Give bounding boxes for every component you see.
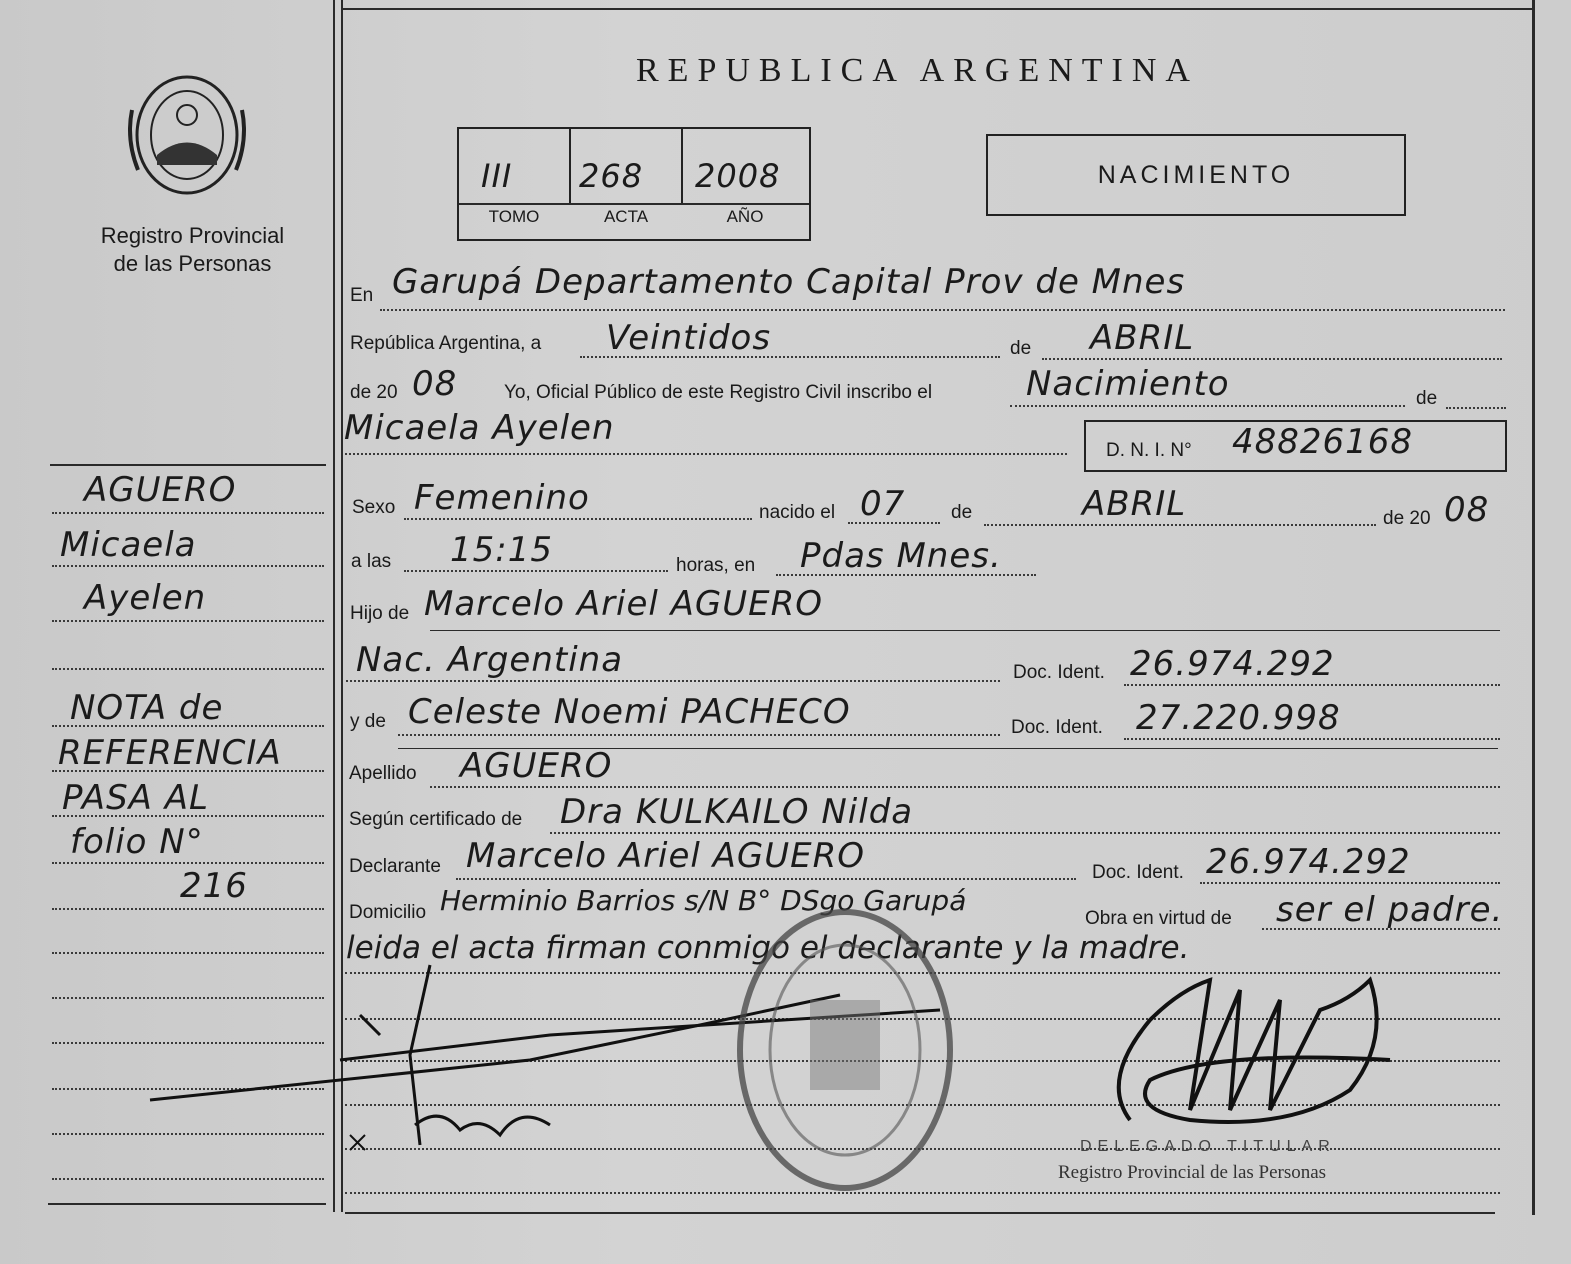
page-right-border <box>1532 0 1535 1215</box>
margin-note-5: 216 <box>180 866 248 906</box>
closing-text: leida el acta firman conmigo el declarante y la madre. <box>346 930 1190 966</box>
birth-year-prefix: de 20 <box>1383 508 1431 529</box>
margin-note-2: REFERENCIA <box>58 733 282 773</box>
apellido-label: Apellido <box>349 763 417 784</box>
margin-name-1: Micaela <box>60 525 197 565</box>
republica-label: República Argentina, a <box>350 333 542 354</box>
de-label: de <box>1010 338 1032 359</box>
registry-line-2: de las Personas <box>113 251 272 276</box>
obra-value: ser el padre. <box>1276 890 1504 930</box>
dni-box <box>1084 420 1507 472</box>
acta-label: ACTA <box>603 207 649 226</box>
nacido-label: nacido el <box>759 502 836 523</box>
place-value: Pdas Mnes. <box>800 536 1002 576</box>
official-signature-icon <box>1090 960 1420 1140</box>
oficial-text: Yo, Oficial Público de este Registro Civil inscribo el <box>504 382 933 403</box>
top-border <box>342 8 1532 10</box>
margin-note-1: NOTA de <box>70 688 224 728</box>
alas-label: a las <box>351 551 392 572</box>
record-box <box>457 127 811 241</box>
event-value: Nacimiento <box>1026 364 1230 404</box>
father-name: Marcelo Ariel AGUERO <box>424 584 824 624</box>
act-type-box: NACIMIENTO <box>986 134 1406 216</box>
official-stamp-registry: Registro Provincial de las Personas <box>1058 1162 1327 1183</box>
hora-value: 15:15 <box>450 530 553 570</box>
en-label: En <box>350 285 374 306</box>
mother-doc-label: Doc. Ident. <box>1011 717 1103 738</box>
segun-label: Según certificado de <box>349 809 523 830</box>
declarante-doc-label: Doc. Ident. <box>1092 862 1184 883</box>
declarante-label: Declarante <box>349 856 441 877</box>
anio-label: AÑO <box>726 207 764 226</box>
en-value: Garupá Departamento Capital Prov de Mnes <box>392 262 1186 302</box>
father-nationality: Nac. Argentina <box>356 640 624 680</box>
margin-section-rule <box>50 464 326 466</box>
bottom-border <box>345 1212 1495 1214</box>
margin-surname: AGUERO <box>84 470 237 510</box>
official-stamp-icon <box>730 900 960 1200</box>
margin-note-4: folio N° <box>70 822 204 862</box>
segun-value: Dra KULKAILO Nilda <box>560 792 914 832</box>
de-label-2: de <box>1416 388 1438 409</box>
horas-label: horas, en <box>676 555 756 576</box>
sexo-value: Femenino <box>414 478 590 518</box>
declarante-value: Marcelo Ariel AGUERO <box>466 836 866 876</box>
yde-label: y de <box>350 711 386 732</box>
margin-note-3: PASA AL <box>62 778 209 818</box>
province-seal-icon <box>122 70 252 200</box>
mother-doc: 27.220.998 <box>1136 698 1341 738</box>
father-doc-label: Doc. Ident. <box>1013 662 1105 683</box>
margin-name-2: Ayelen <box>84 578 207 618</box>
year-prefix: de 20 <box>350 382 398 403</box>
official-stamp-title: DELEGADO TITULAR <box>1080 1138 1336 1155</box>
child-name: Micaela Ayelen <box>344 408 615 448</box>
dni-label: D. N. I. N° <box>1106 440 1192 461</box>
registry-line-1: Registro Provincial <box>100 223 285 248</box>
domicilio-label: Domicilio <box>349 902 427 923</box>
year-value: 08 <box>412 364 458 404</box>
sexo-label: Sexo <box>352 497 396 518</box>
birth-year: 08 <box>1444 490 1490 530</box>
country-title: REPUBLICA ARGENTINA <box>636 52 1199 89</box>
de-label-3: de <box>951 502 973 523</box>
dni-value: 48826168 <box>1232 422 1414 462</box>
tomo-label: TOMO <box>488 207 540 226</box>
registry-name <box>60 222 325 278</box>
anio-value: 2008 <box>695 157 781 195</box>
hijo-label: Hijo de <box>350 603 410 624</box>
birth-day: 07 <box>860 484 906 524</box>
mother-name: Celeste Noemi PACHECO <box>408 692 851 732</box>
tomo-value: III <box>481 157 513 195</box>
acta-value: 268 <box>579 157 644 195</box>
apellido-value: AGUERO <box>460 746 613 786</box>
month-value: ABRIL <box>1090 318 1195 358</box>
declarante-doc: 26.974.292 <box>1206 842 1411 882</box>
father-doc: 26.974.292 <box>1130 644 1335 684</box>
day-value: Veintidos <box>606 318 772 358</box>
margin-bottom-border <box>48 1203 326 1205</box>
domicilio-value: Herminio Barrios s/N B° DSgo Garupá <box>440 884 967 917</box>
birth-month: ABRIL <box>1082 484 1187 524</box>
obra-label: Obra en virtud de <box>1085 908 1232 929</box>
